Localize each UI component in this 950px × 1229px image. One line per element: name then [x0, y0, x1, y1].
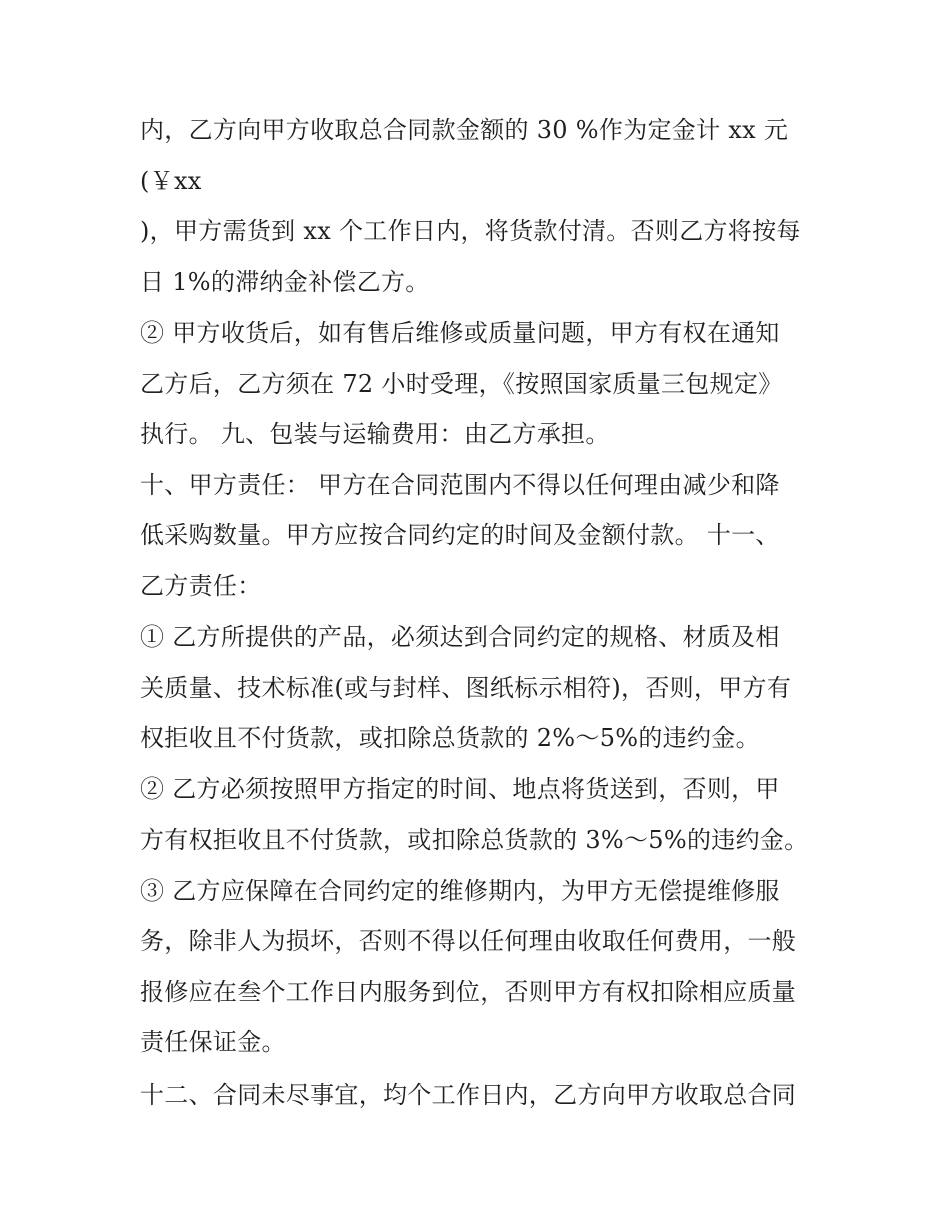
text-line: 权拒收且不付货款，或扣除总货款的 2%～5%的违约金。	[140, 724, 760, 752]
text-line: 内，乙方向甲方收取总合同款金额的 30 %作为定金计 xx 元	[140, 116, 789, 144]
text-line: ③ 乙方应保障在合同约定的维修期内，为甲方无偿提维修服	[140, 877, 780, 905]
text-line: 务，除非人为损坏，否则不得以任何理由收取任何费用，一般	[140, 927, 797, 955]
text-line: 方有权拒收且不付货款，或扣除总货款的 3%～5%的违约金。	[140, 826, 809, 854]
text-line: 报修应在叁个工作日内服务到位，否则甲方有权扣除相应质量	[140, 978, 797, 1006]
text-line: 低采购数量。甲方应按合同约定的时间及金额付款。 十一、	[140, 521, 780, 549]
text-line: 执行。 九、包装与运输费用：由乙方承担。	[140, 420, 610, 448]
text-line: 乙方责任：	[140, 572, 262, 600]
text-line: 责任保证金。	[140, 1028, 286, 1056]
text-line: 日 1%的滞纳金补偿乙方。	[140, 268, 430, 296]
text-line: ② 甲方收货后，如有售后维修或质量问题，甲方有权在通知	[140, 319, 780, 347]
text-line: ② 乙方必须按照甲方指定的时间、地点将货送到，否则，甲	[140, 775, 780, 803]
text-line: (￥xx	[140, 167, 202, 195]
text-line: 十、甲方责任： 甲方在合同范围内不得以任何理由减少和降	[140, 471, 780, 499]
text-line: 十二、合同未尽事宜，均个工作日内，乙方向甲方收取总合同	[140, 1081, 797, 1109]
text-line: )，甲方需货到 xx 个工作日内，将货款付清。否则乙方将按每	[140, 217, 801, 245]
text-line: ① 乙方所提供的产品，必须达到合同约定的规格、材质及相	[140, 623, 780, 651]
text-line: 关质量、技术标准(或与封样、图纸标示相符)，否则，甲方有	[140, 674, 792, 702]
text-line: 乙方后，乙方须在 72 小时受理，《按照国家质量三包规定》	[140, 370, 783, 398]
